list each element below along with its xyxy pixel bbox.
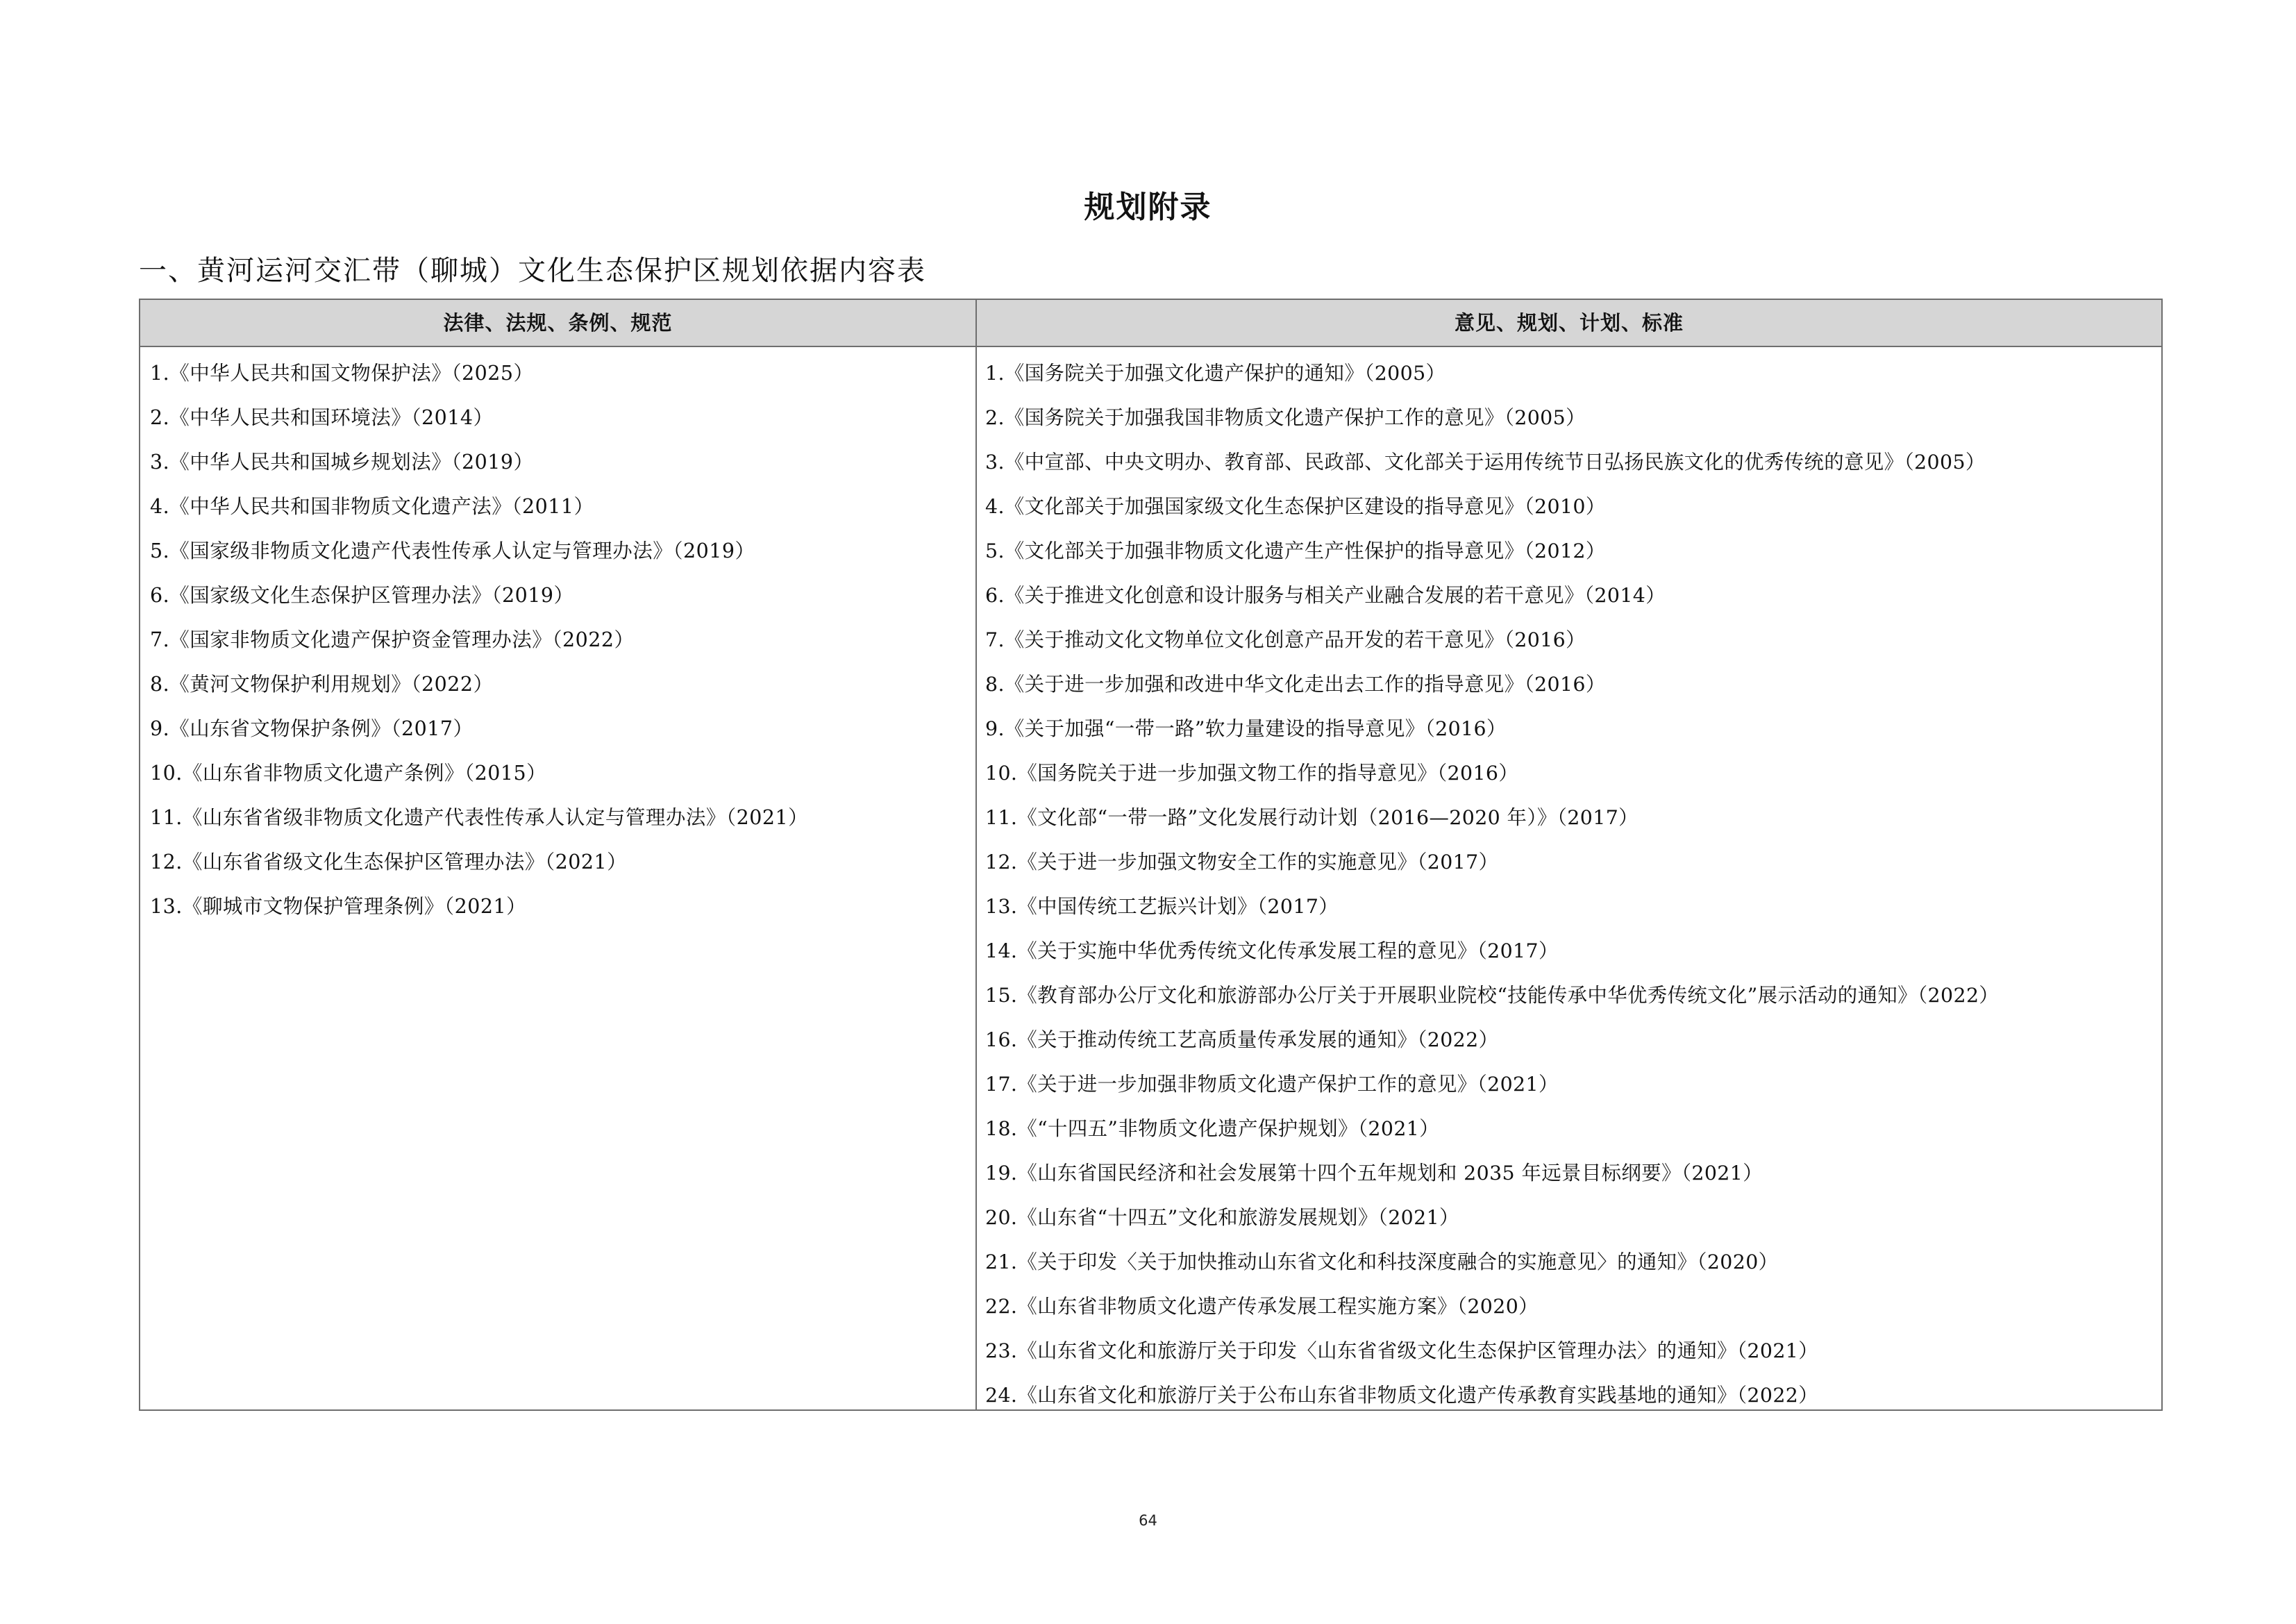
list-item: 9.《山东省文物保护条例》（2017） [150, 717, 474, 740]
opinions-plans-header: 意见、规划、计划、标准 [977, 300, 2161, 347]
list-item: 2.《国务院关于加强我国非物质文化遗产保护工作的意见》（2005） [985, 406, 1586, 429]
list-item: 10.《国务院关于进一步加强文物工作的指导意见》（2016） [985, 762, 1519, 785]
list-item: 12.《山东省省级文化生态保护区管理办法》（2021） [150, 851, 628, 873]
list-item: 1.《中华人民共和国文物保护法》（2025） [150, 362, 534, 385]
list-item: 16.《关于推动传统工艺高质量传承发展的通知》（2022） [985, 1028, 1499, 1051]
list-item: 6.《国家级文化生态保护区管理办法》（2019） [150, 584, 574, 607]
list-item: 11.《山东省省级非物质文化遗产代表性传承人认定与管理办法》（2021） [150, 806, 809, 829]
laws-regulations-column [140, 300, 977, 1409]
list-item: 3.《中宣部、中央文明办、教育部、民政部、文化部关于运用传统节日弘扬民族文化的优秀传统的意见》（2005） [985, 451, 1986, 474]
section-heading: 一、黄河运河交汇带（聊城）文化生态保护区规划依据内容表 [139, 255, 926, 287]
list-item: 20.《山东省“十四五”文化和旅游发展规划》（2021） [985, 1206, 1459, 1229]
list-item: 2.《中华人民共和国环境法》（2014） [150, 406, 494, 429]
list-item: 13.《聊城市文物保护管理条例》（2021） [150, 895, 527, 918]
list-item: 21.《关于印发〈关于加快推动山东省文化和科技深度融合的实施意见〉的通知》（2020） [985, 1250, 1779, 1273]
list-item: 3.《中华人民共和国城乡规划法》（2019） [150, 451, 534, 474]
list-item: 22.《山东省非物质文化遗产传承发展工程实施方案》（2020） [985, 1295, 1539, 1318]
laws-regulations-header: 法律、法规、条例、规范 [140, 300, 975, 347]
list-item: 7.《国家非物质文化遗产保护资金管理办法》（2022） [150, 628, 635, 651]
list-item: 24.《山东省文化和旅游厅关于公布山东省非物质文化遗产传承教育实践基地的通知》（2022） [985, 1384, 1819, 1407]
planning-basis-table [139, 299, 2163, 1411]
list-item: 14.《关于实施中华优秀传统文化传承发展工程的意见》（2017） [985, 939, 1559, 962]
list-item: 5.《文化部关于加强非物质文化遗产生产性保护的指导意见》（2012） [985, 539, 1606, 562]
list-item: 6.《关于推进文化创意和设计服务与相关产业融合发展的若干意见》（2014） [985, 584, 1666, 607]
list-item: 4.《文化部关于加强国家级文化生态保护区建设的指导意见》（2010） [985, 495, 1606, 518]
page-title: 规划附录 [1084, 190, 1212, 225]
laws-regulations-list [140, 347, 975, 929]
list-item: 10.《山东省非物质文化遗产条例》（2015） [150, 762, 547, 785]
list-item: 8.《关于进一步加强和改进中华文化走出去工作的指导意见》（2016） [985, 673, 1606, 696]
list-item: 18.《“十四五”非物质文化遗产保护规划》（2021） [985, 1117, 1440, 1140]
list-item: 13.《中国传统工艺振兴计划》（2017） [985, 895, 1339, 918]
list-item: 15.《教育部办公厅文化和旅游部办公厅关于开展职业院校“技能传承中华优秀传统文化”展示活动的通知》（2022） [985, 984, 2000, 1007]
list-item: 23.《山东省文化和旅游厅关于印发〈山东省省级文化生态保护区管理办法〉的通知》（2021） [985, 1339, 1819, 1362]
list-item: 1.《国务院关于加强文化遗产保护的通知》（2005） [985, 362, 1446, 385]
opinions-plans-column [977, 300, 2161, 1409]
opinions-plans-list [977, 347, 2161, 1418]
page-number: 64 [1139, 1512, 1157, 1529]
list-item: 9.《关于加强“一带一路”软力量建设的指导意见》（2016） [985, 717, 1507, 740]
list-item: 7.《关于推动文化文物单位文化创意产品开发的若干意见》（2016） [985, 628, 1586, 651]
list-item: 12.《关于进一步加强文物安全工作的实施意见》（2017） [985, 851, 1499, 873]
list-item: 4.《中华人民共和国非物质文化遗产法》（2011） [150, 495, 594, 518]
list-item: 8.《黄河文物保护利用规划》（2022） [150, 673, 494, 696]
list-item: 5.《国家级非物质文化遗产代表性传承人认定与管理办法》（2019） [150, 539, 755, 562]
list-item: 11.《文化部“一带一路”文化发展行动计划（2016—2020 年）》（2017） [985, 806, 1639, 829]
list-item: 17.《关于进一步加强非物质文化遗产保护工作的意见》（2021） [985, 1073, 1559, 1096]
list-item: 19.《山东省国民经济和社会发展第十四个五年规划和 2035 年远景目标纲要》（2021） [985, 1162, 1763, 1184]
